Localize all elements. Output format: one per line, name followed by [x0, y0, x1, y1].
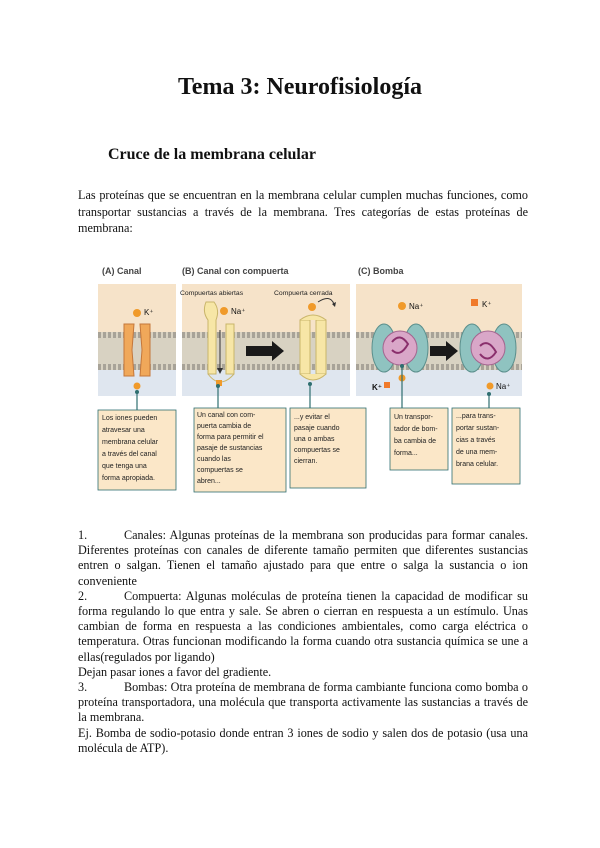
section-subtitle: Cruce de la membrana celular	[108, 146, 316, 163]
caption-line: membrana celular	[102, 439, 159, 446]
note-gradiente: Dejan pasar iones a favor del gradiente.	[78, 664, 272, 679]
panel-a-heading: (A) Canal	[102, 266, 142, 276]
k-ion-icon	[471, 299, 478, 306]
panel-c-k-in-label: K⁺	[482, 300, 492, 309]
caption-line: Un transpor-	[394, 414, 433, 421]
membrane-proteins-figure	[96, 262, 524, 502]
caption-line: tador de bom-	[394, 426, 438, 433]
label-open-gates: Compuertas abiertas	[180, 290, 244, 297]
caption-line: de una mem-	[456, 449, 498, 456]
list-text: Bombas: Otra proteína de membrana de forma cambiante funciona como bomba o proteína transportadora, una molécula que transporta activamente las sustancias a través de la membrana.	[78, 680, 528, 725]
caption-line: pasaje de sustancias	[197, 445, 263, 452]
caption-line: portar sustan-	[456, 425, 500, 432]
na-ion-icon	[220, 307, 228, 315]
caption-line: ba cambia de	[394, 438, 437, 445]
panel-a	[98, 284, 176, 490]
caption-line: que tenga una	[102, 463, 147, 470]
na-ion-icon	[398, 302, 406, 310]
list-number: 3.	[78, 680, 88, 695]
caption-line: puerta cambia de	[197, 423, 252, 430]
panel-c-k-out-label: K⁺	[372, 383, 382, 392]
body-text	[78, 528, 528, 756]
list-text: Compuerta: Algunas moléculas de proteína tienen la capacidad de modificar su forma regulando lo que entra y sale. Se abren o cierran en respuesta a un estímulo. Unas cambian de forma en respuesta a las condiciones ambientales, como carga eléctrica o temperatura. Otras funcionan modificando la forma cuando otra sustancia química se une a ellas(regulados por ligando)	[78, 588, 528, 664]
list-number: 2.	[78, 588, 88, 603]
caption-line: cias a través	[456, 437, 496, 444]
k-ion-icon	[133, 309, 141, 317]
intro-paragraph: Las proteínas que se encuentran en la membrana celular cumplen muchas funciones, como transportar sustancias a través de la membrana. Tres categorías de estas proteínas de membrana:	[78, 188, 528, 235]
list-item-canales	[78, 528, 528, 589]
caption-line: Los iones pueden	[102, 415, 158, 422]
caption-line: compuertas se	[294, 447, 340, 454]
caption-line: una o ambas	[294, 436, 335, 443]
caption-line: pasaje cuando	[294, 425, 340, 432]
panel-a-ion-label: K⁺	[144, 308, 154, 317]
caption-line: forma...	[394, 450, 418, 457]
panel-b-ion-label: Na⁺	[231, 307, 246, 316]
list-text: Canales: Algunas proteínas de la membrana son producidas para formar canales. Diferentes proteínas con canales de diferente tamaño permiten que diferentes sustancias entren o salgan. Tienen el tamaño ajustado para que entre o salga la sustancia o ion conveniente	[78, 528, 528, 588]
list-number: 1.	[78, 528, 88, 542]
panel-c-na-in-label: Na⁺	[409, 302, 424, 311]
caption-line: cuando las	[197, 456, 231, 463]
list-item-compuerta	[78, 589, 528, 665]
caption-line: cierran.	[294, 458, 318, 465]
panel-c-heading: (C) Bomba	[358, 266, 404, 276]
page-title: Tema 3: Neurofisiología	[178, 74, 422, 100]
caption-line: ...y evitar el	[294, 414, 330, 421]
panel-b-heading: (B) Canal con compuerta	[182, 266, 289, 276]
label-closed-gate: Compuerta cerrada	[274, 290, 333, 297]
caption-line: atravesar una	[102, 427, 145, 434]
caption-line: forma para permitir el	[197, 434, 264, 441]
caption-line: compuertas se	[197, 467, 243, 474]
caption-line: forma apropiada.	[102, 475, 155, 482]
panel-c-na-out-label: Na⁺	[496, 382, 511, 391]
caption-line: brana celular.	[456, 461, 499, 468]
caption-line: Un canal con com-	[197, 412, 256, 419]
list-item-bombas	[78, 680, 528, 726]
note-bomba-sodio-potasio: Ej. Bomba de sodio-potasio donde entran 3 iones de sodio y salen dos de potasio (usa una molécula de ATP).	[78, 725, 528, 755]
caption-line: abren...	[197, 478, 221, 485]
caption-line: a través del canal	[102, 451, 157, 458]
caption-line: ...para trans-	[456, 413, 496, 420]
